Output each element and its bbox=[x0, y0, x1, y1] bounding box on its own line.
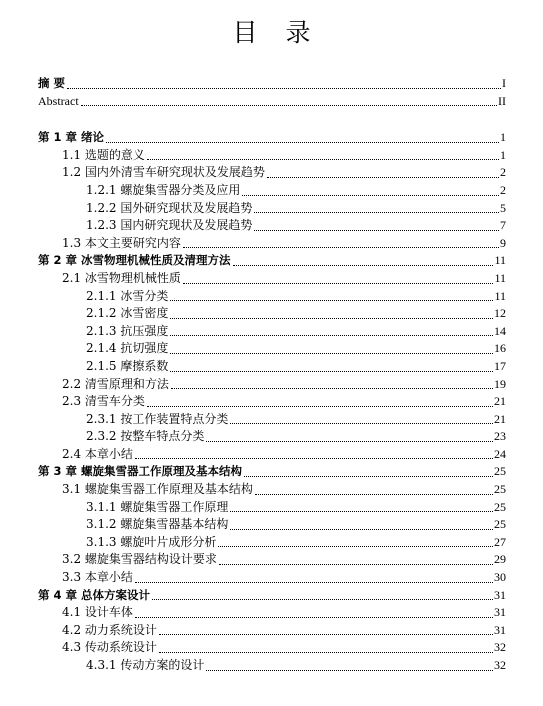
toc-section-entry[interactable] bbox=[38, 235, 506, 253]
dot-leader bbox=[183, 247, 499, 248]
toc-subsection-entry[interactable] bbox=[38, 534, 506, 552]
front-matter-entry[interactable] bbox=[38, 93, 506, 111]
dot-leader bbox=[135, 617, 493, 618]
toc-entry-title: 2.1.1 冰雪分类 bbox=[86, 288, 169, 303]
dot-leader bbox=[135, 458, 493, 459]
dot-leader bbox=[147, 406, 493, 407]
toc-page-number: 11 bbox=[494, 288, 506, 303]
toc-section-entry[interactable] bbox=[38, 639, 506, 657]
toc-page-number: 1 bbox=[500, 130, 506, 145]
toc-subsection-entry[interactable] bbox=[38, 516, 506, 534]
toc-page-number: 14 bbox=[494, 323, 506, 338]
toc-page-number: 17 bbox=[494, 358, 506, 373]
toc-page-number: 16 bbox=[494, 341, 506, 356]
toc-chapter-entry[interactable] bbox=[38, 252, 506, 270]
dot-leader bbox=[170, 335, 493, 336]
toc-section-entry[interactable] bbox=[38, 481, 506, 499]
toc-subsection-entry[interactable] bbox=[38, 340, 506, 358]
toc-entry-title: 2.4 本章小结 bbox=[62, 446, 133, 461]
toc-page-number: 11 bbox=[494, 253, 506, 268]
toc-section-entry[interactable] bbox=[38, 147, 506, 165]
dot-leader bbox=[171, 388, 493, 389]
front-matter-entry[interactable] bbox=[38, 75, 506, 93]
toc-subsection-entry[interactable] bbox=[38, 428, 506, 446]
toc-entry-title: 第 1 章 绪论 bbox=[38, 130, 105, 145]
toc-subsection-entry[interactable] bbox=[38, 288, 506, 306]
toc-subsection-entry[interactable] bbox=[38, 182, 506, 200]
toc-entry-title: 1.1 选题的意义 bbox=[62, 147, 145, 162]
toc-subsection-entry[interactable] bbox=[38, 358, 506, 376]
table-of-contents bbox=[38, 75, 506, 675]
toc-subsection-entry[interactable] bbox=[38, 323, 506, 341]
dot-leader bbox=[230, 529, 493, 530]
toc-entry-title: 2.3 清雪车分类 bbox=[62, 394, 145, 409]
toc-page-number: 30 bbox=[494, 570, 506, 585]
toc-entry-title: 3.1 螺旋集雪器工作原理及基本结构 bbox=[62, 482, 253, 497]
dot-leader bbox=[67, 88, 501, 89]
page-title: 目 录 bbox=[232, 18, 321, 47]
toc-subsection-entry[interactable] bbox=[38, 200, 506, 218]
dot-leader bbox=[159, 634, 493, 635]
toc-page-number: 31 bbox=[494, 622, 506, 637]
toc-entry-title: 第 2 章 冰雪物理机械性质及清理方法 bbox=[38, 253, 231, 268]
dot-leader bbox=[170, 318, 493, 319]
toc-entry-title: 2.3.2 按整车特点分类 bbox=[86, 429, 205, 444]
dot-leader bbox=[183, 283, 494, 284]
dot-leader bbox=[267, 177, 499, 178]
toc-entry-title: 3.1.2 螺旋集雪器基本结构 bbox=[86, 517, 229, 532]
section-gap bbox=[38, 110, 506, 129]
dot-leader bbox=[81, 105, 497, 106]
toc-page-number: 32 bbox=[494, 640, 506, 655]
dot-leader bbox=[218, 546, 493, 547]
toc-entry-title: 1.2 国内外清雪车研究现状及发展趋势 bbox=[62, 165, 265, 180]
toc-entry-title: 3.3 本章小结 bbox=[62, 570, 133, 585]
toc-section-entry[interactable] bbox=[38, 569, 506, 587]
dot-leader bbox=[244, 476, 493, 477]
dot-leader bbox=[152, 599, 493, 600]
toc-entry-title: 1.2.3 国内研究现状及发展趋势 bbox=[86, 218, 253, 233]
dot-leader bbox=[255, 494, 493, 495]
toc-page-number: 11 bbox=[494, 270, 506, 285]
toc-subsection-entry[interactable] bbox=[38, 411, 506, 429]
dot-leader bbox=[170, 371, 493, 372]
dot-leader bbox=[206, 441, 493, 442]
toc-page-number: 25 bbox=[494, 499, 506, 514]
toc-section-entry[interactable] bbox=[38, 393, 506, 411]
toc-entry-title: 1.3 本文主要研究内容 bbox=[62, 235, 181, 250]
toc-page-number: 9 bbox=[500, 235, 506, 250]
toc-subsection-entry[interactable] bbox=[38, 499, 506, 517]
dot-leader bbox=[254, 230, 499, 231]
toc-subsection-entry[interactable] bbox=[38, 657, 506, 675]
dot-leader bbox=[170, 353, 493, 354]
toc-entry-title: 2.3.1 按工作装置特点分类 bbox=[86, 411, 229, 426]
toc-page-number: 25 bbox=[494, 464, 506, 479]
toc-chapter-entry[interactable] bbox=[38, 129, 506, 147]
toc-entry-title: 第 4 章 总体方案设计 bbox=[38, 587, 151, 602]
toc-page-number: 31 bbox=[494, 605, 506, 620]
toc-subsection-entry[interactable] bbox=[38, 217, 506, 235]
toc-entry-title: 1.2.2 国外研究现状及发展趋势 bbox=[86, 200, 253, 215]
dot-leader bbox=[219, 564, 493, 565]
toc-page-number: 24 bbox=[494, 446, 506, 461]
toc-page-number: 1 bbox=[500, 147, 506, 162]
toc-page-number: 21 bbox=[494, 394, 506, 409]
toc-section-entry[interactable] bbox=[38, 164, 506, 182]
toc-entry-title: 摘 要 bbox=[38, 76, 66, 90]
toc-page-number: I bbox=[502, 76, 506, 90]
dot-leader bbox=[135, 582, 493, 583]
toc-entry-title: 4.3.1 传动方案的设计 bbox=[86, 658, 205, 672]
toc-page-number: 27 bbox=[494, 534, 506, 549]
dot-leader bbox=[233, 265, 494, 266]
toc-section-entry[interactable] bbox=[38, 551, 506, 569]
toc-section-entry[interactable] bbox=[38, 270, 506, 288]
toc-page-number: 5 bbox=[500, 200, 506, 215]
toc-section-entry[interactable] bbox=[38, 604, 506, 622]
toc-page-number: 2 bbox=[500, 165, 506, 180]
dot-leader bbox=[242, 195, 499, 196]
dot-leader bbox=[106, 142, 499, 143]
toc-entries-list bbox=[38, 129, 506, 674]
toc-page-number: 19 bbox=[494, 376, 506, 391]
toc-entry-title: 1.2.1 螺旋集雪器分类及应用 bbox=[86, 182, 241, 197]
toc-entry-title: 第 3 章 螺旋集雪器工作原理及基本结构 bbox=[38, 464, 243, 479]
toc-entry-title: 4.1 设计车体 bbox=[62, 605, 133, 620]
toc-page-number: 29 bbox=[494, 552, 506, 567]
toc-page-number: 32 bbox=[494, 658, 506, 672]
toc-entry-title: 3.2 螺旋集雪器结构设计要求 bbox=[62, 552, 217, 567]
toc-entry-title: 3.1.3 螺旋叶片成形分析 bbox=[86, 534, 217, 549]
dot-leader bbox=[147, 159, 499, 160]
toc-page-number: II bbox=[498, 93, 506, 108]
toc-page-number: 21 bbox=[494, 411, 506, 426]
toc-page-number: 23 bbox=[494, 429, 506, 444]
toc-page-number: 31 bbox=[494, 587, 506, 602]
dot-leader bbox=[159, 652, 493, 653]
toc-chapter-entry[interactable] bbox=[38, 587, 506, 605]
toc-chapter-entry[interactable] bbox=[38, 463, 506, 481]
toc-entry-title: 4.3 传动系统设计 bbox=[62, 640, 157, 655]
toc-entry-title: 3.1.1 螺旋集雪器工作原理 bbox=[86, 499, 229, 514]
dot-leader bbox=[230, 423, 493, 424]
toc-entry-title: 2.1 冰雪物理机械性质 bbox=[62, 270, 181, 285]
toc-page-number: 12 bbox=[494, 306, 506, 321]
toc-section-entry[interactable] bbox=[38, 446, 506, 464]
toc-entry-title: Abstract bbox=[38, 93, 79, 108]
toc-entry-title: 4.2 动力系统设计 bbox=[62, 622, 157, 637]
dot-leader bbox=[206, 670, 493, 671]
toc-section-entry[interactable] bbox=[38, 622, 506, 640]
toc-section-entry[interactable] bbox=[38, 376, 506, 394]
toc-entry-title: 2.2 清雪原理和方法 bbox=[62, 376, 169, 391]
toc-entry-title: 2.1.2 冰雪密度 bbox=[86, 306, 169, 321]
toc-page-number: 2 bbox=[500, 182, 506, 197]
toc-entry-title: 2.1.5 摩擦系数 bbox=[86, 358, 169, 373]
dot-leader bbox=[254, 212, 499, 213]
front-matter-list bbox=[38, 75, 506, 110]
toc-subsection-entry[interactable] bbox=[38, 305, 506, 323]
dot-leader bbox=[170, 300, 493, 301]
toc-page-number: 25 bbox=[494, 517, 506, 532]
toc-entry-title: 2.1.4 抗切强度 bbox=[86, 341, 169, 356]
toc-page-number: 25 bbox=[494, 482, 506, 497]
dot-leader bbox=[230, 511, 493, 512]
toc-entry-title: 2.1.3 抗压强度 bbox=[86, 323, 169, 338]
toc-page-number: 7 bbox=[500, 218, 506, 233]
